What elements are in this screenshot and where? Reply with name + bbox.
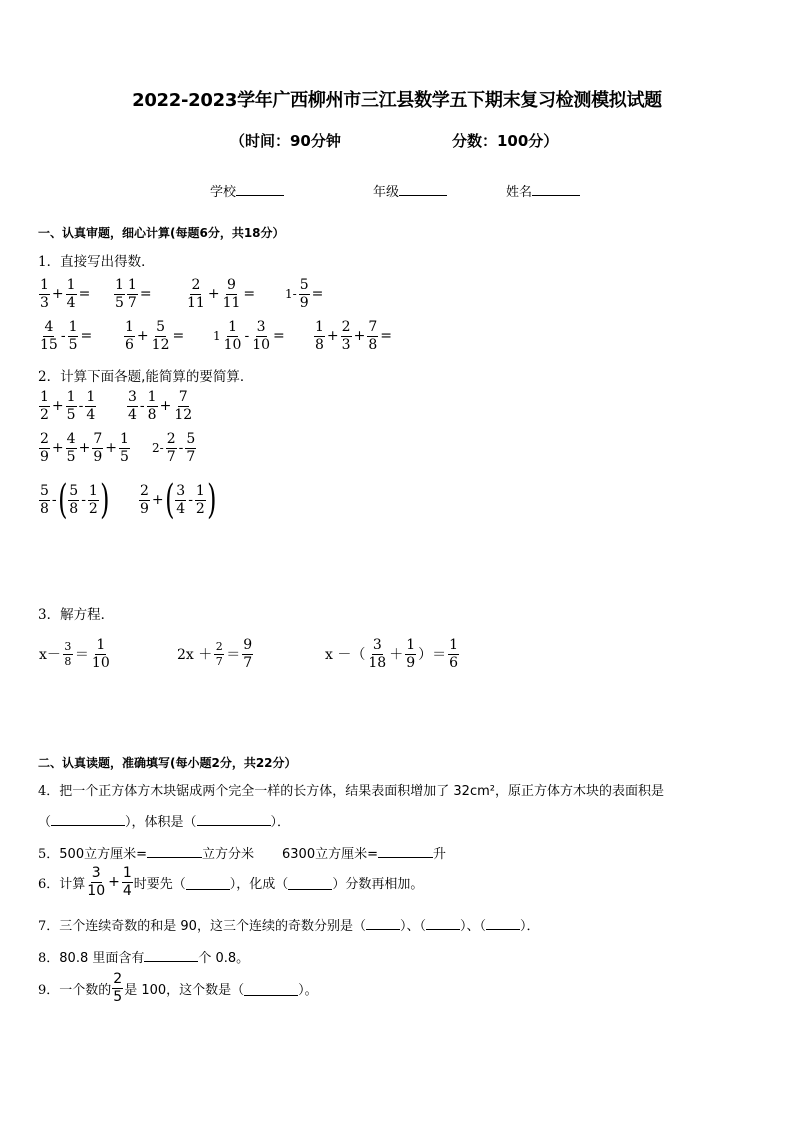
question-number: 1． [38,254,61,270]
question-number: 9． [38,982,60,998]
answer-blank[interactable] [486,915,520,930]
time-label: （时间：90分钟 [230,132,341,150]
q1-expr-5: $\frac{4}{15}$ - $\frac{1}{5}$ = [40,319,93,353]
question-8: 8．80.8 里面含有 个 0.8。 [38,947,249,966]
school-blank[interactable] [236,182,284,196]
q3-equation-2: 2x ＋ $\frac{2}{7}$ ＝ $\frac{9}{7}$ [177,637,253,671]
answer-blank[interactable] [147,843,202,858]
score-label: 分数：100分） [452,132,559,150]
question-5: 5．500立方厘米= 立方分米 6300立方厘米= 升 [38,843,446,862]
question-number: 4． [38,784,60,799]
question-number: 3． [38,607,61,623]
question-2 [38,365,253,385]
question-7: 7．三个连续奇数的和是 90，这三个连续的奇数分别是（ ）、（ ）、（ ）． [38,915,540,934]
answer-blank[interactable] [51,811,125,826]
question-number: 8． [38,951,60,966]
grade-field[interactable] [373,181,447,200]
question-9: 9． 一个数的 $\frac{2}{5}$ 是 100，这个数是（ ）。 [38,971,318,1005]
q1-expr-6: $\frac{1}{6}$ + $\frac{5}{12}$ = [125,319,185,353]
question-text: 直接写出得数． [60,254,155,270]
question-text: 把一个正方体方木块锯成两个完全一样的长方体，结果表面积增加了 32cm²，原正方体方木块的表面积是 [59,784,664,799]
section-2-heading: 二、认真读题，准确填写(每小题2分，共22分） [38,756,297,770]
grade-blank[interactable] [399,182,447,196]
section-1-heading: 一、认真审题，细心计算(每题6分，共18分） [38,226,285,240]
answer-blank[interactable] [186,875,230,890]
question-4 [38,780,664,799]
question-4-line-2: （ ），体积是（ ）． [38,811,290,830]
q1-expr-4: 1- $\frac{5}{9}$ = [285,277,324,311]
question-3 [38,603,114,623]
q2-expr-2: $\frac{3}{4}$ - $\frac{1}{8}$ + $\frac{7}{12}$ [128,389,193,423]
school-label: 学校 [210,185,237,200]
q1-expr-2: $\frac{1}{5}$ $\frac{1}{7}$ = [115,277,152,311]
answer-blank[interactable] [288,875,332,890]
question-number: 5． [38,847,60,862]
question-number: 6． [38,876,60,892]
name-label: 姓名 [506,185,533,200]
answer-blank[interactable] [244,981,298,996]
q2-expr-4: 2- $\frac{2}{7}$ - $\frac{5}{7}$ [152,431,196,465]
q2-expr-1: $\frac{1}{2}$ + $\frac{1}{5}$ - $\frac{1}{4}$ [40,389,96,423]
grade-label: 年级 [373,185,400,200]
q3-equation-1: x－ $\frac{3}{8}$ ＝ $\frac{1}{10}$ [39,637,110,671]
answer-blank[interactable] [144,947,198,962]
q2-expr-6: $\frac{2}{9}$ + ( $\frac{3}{4}$ - $\frac{1}{2}$ ) [140,477,217,523]
q2-expr-3: $\frac{2}{9}$ + $\frac{4}{5}$ + $\frac{7}{9}$ + $\frac{1}{5}$ [40,431,129,465]
page-title: 2022-2023学年广西柳州市三江县数学五下期末复习检测模拟试题 [132,90,662,111]
question-text: 计算下面各题,能简算的要简算． [60,369,254,385]
answer-blank[interactable] [426,915,460,930]
q3-equation-3: x －（ $\frac{3}{18}$ ＋ $\frac{1}{9}$ ）＝ $\frac{1}{6}$ [325,637,459,671]
q1-expr-1: $\frac{1}{3}$ + $\frac{1}{4}$ = [40,277,91,311]
question-6: 6． 计算 $\frac{3}{10}$ + $\frac{1}{4}$ 时要先（ ），化成（ ）分数再相加。 [38,865,424,899]
question-number: 7． [38,919,60,934]
q2-expr-5: $\frac{5}{8}$ - ( $\frac{5}{8}$ - $\frac{1}{2}$ ) [40,477,110,523]
question-1 [38,250,155,270]
q1-expr-3: $\frac{2}{11}$ + $\frac{9}{11}$ = [187,277,256,311]
name-field[interactable] [506,181,580,200]
q1-expr-8: $\frac{1}{8}$ + $\frac{2}{3}$ + $\frac{7}{8}$ = [315,319,392,353]
answer-blank[interactable] [366,915,400,930]
q1-expr-7: 1 $\frac{1}{10}$ - $\frac{3}{10}$ = [213,319,285,353]
question-text: 解方程． [60,607,115,623]
answer-blank[interactable] [197,811,271,826]
name-blank[interactable] [532,182,580,196]
question-number: 2． [38,369,61,385]
answer-blank[interactable] [378,843,433,858]
school-field[interactable] [210,181,284,200]
